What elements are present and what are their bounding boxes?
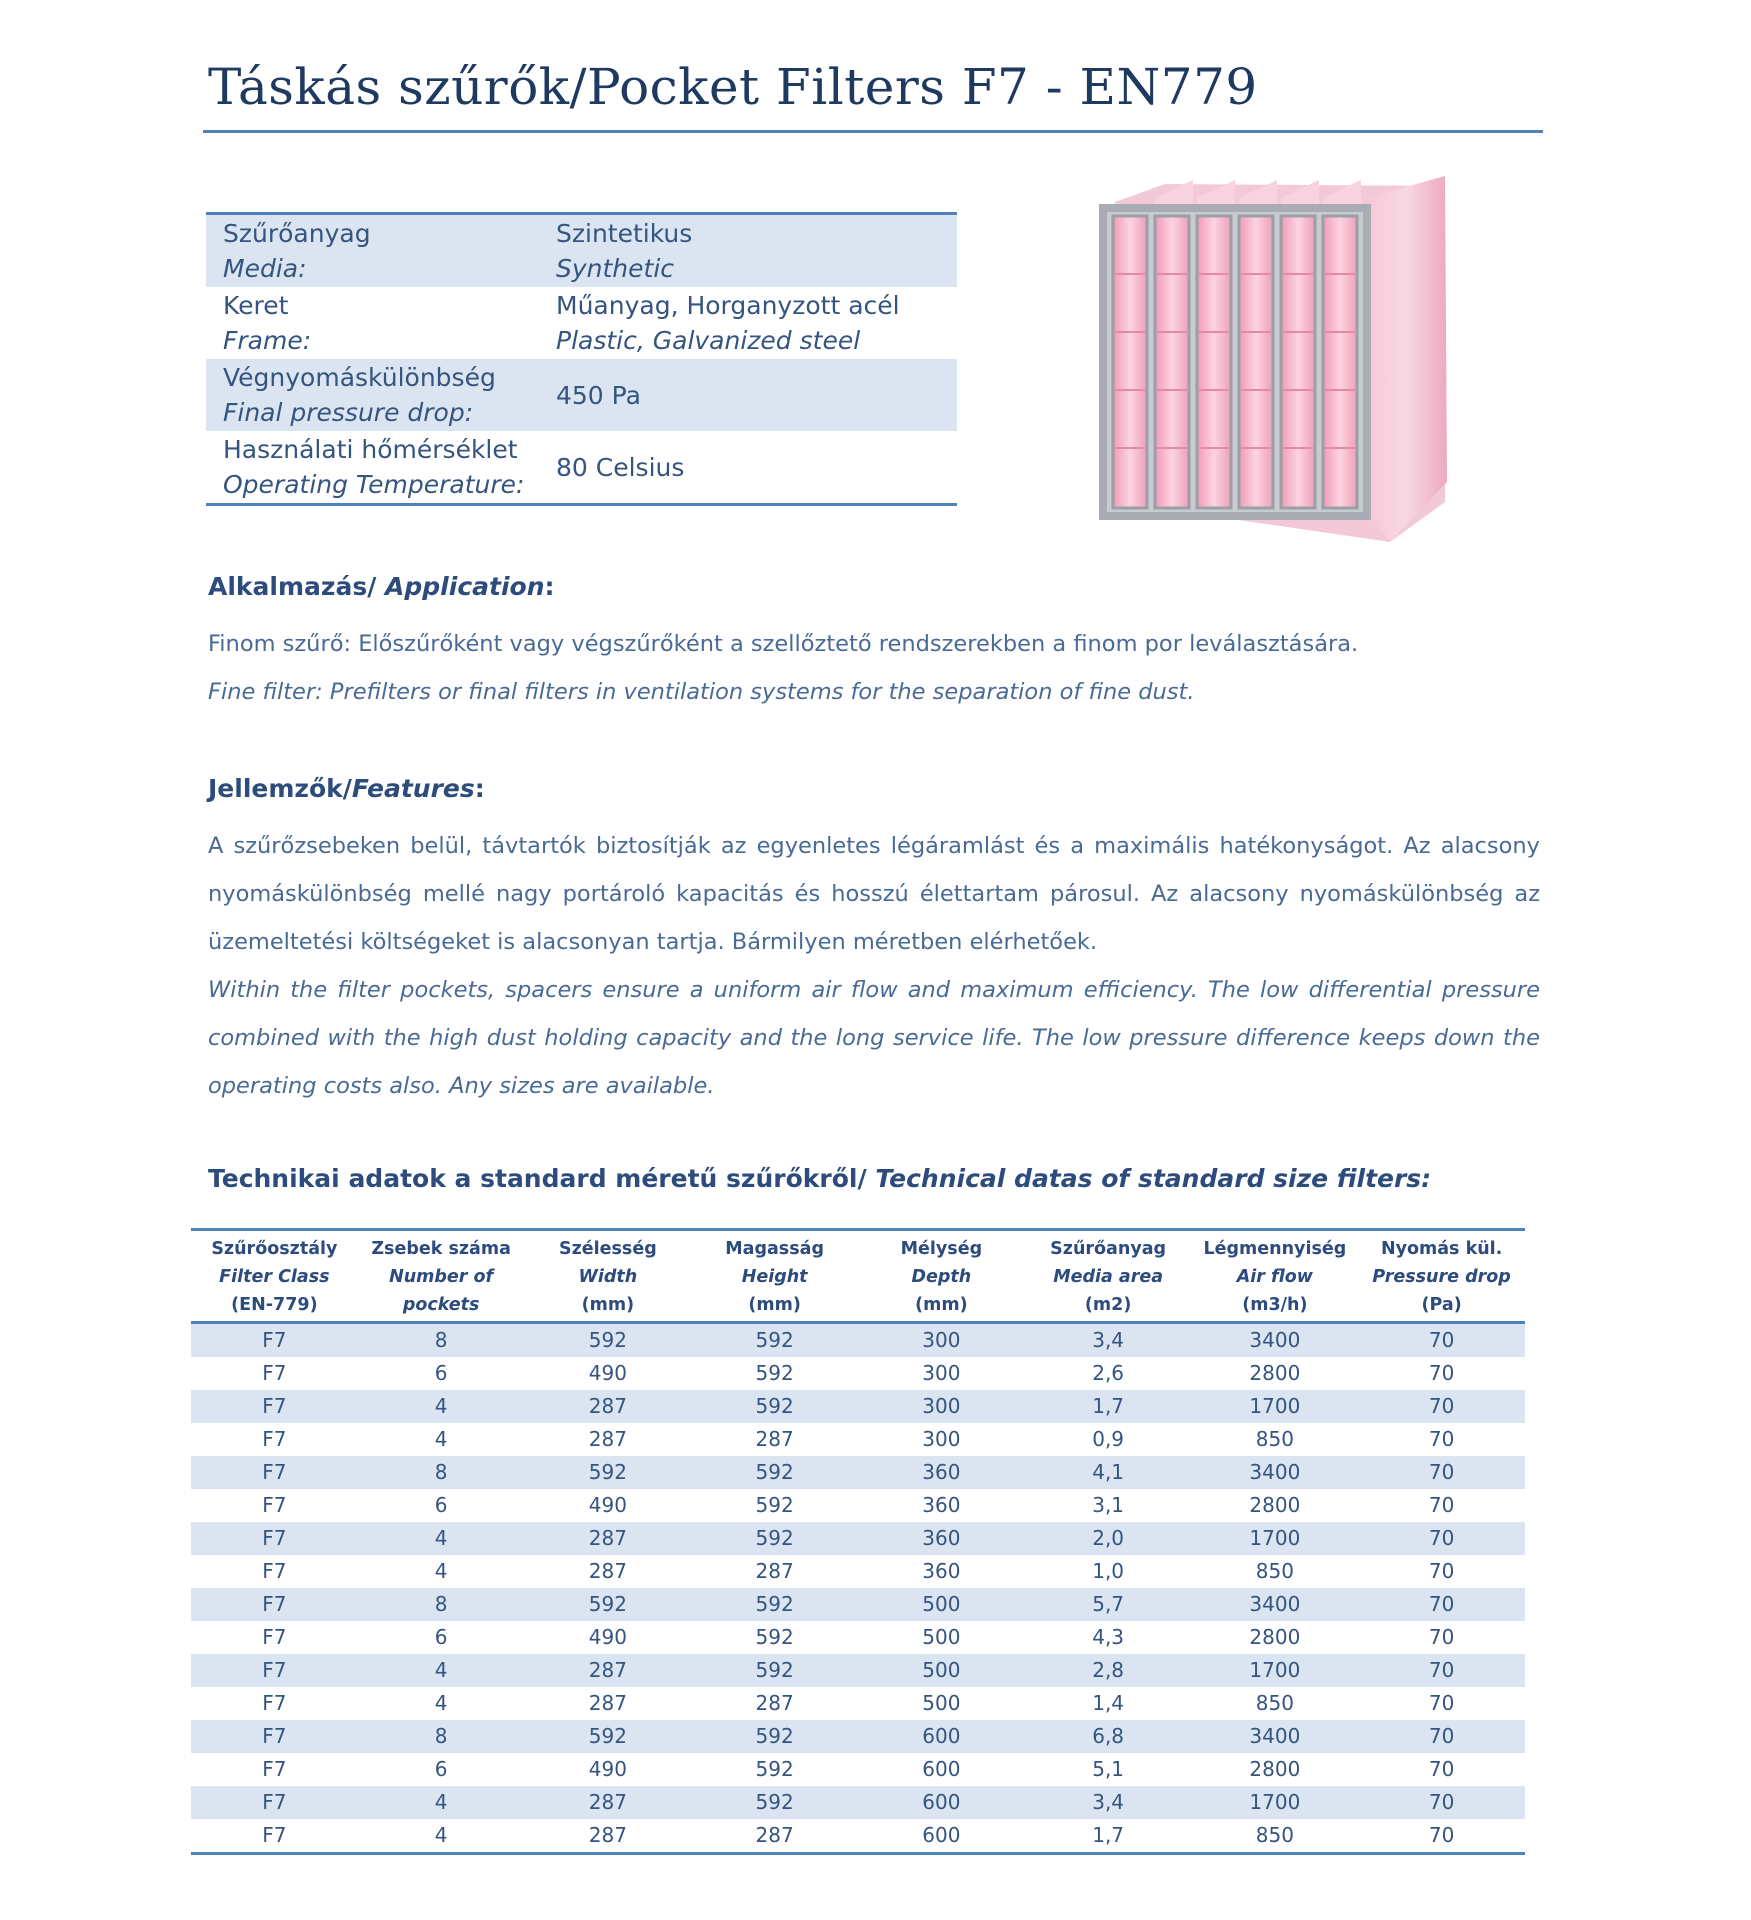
spec-label-hu: Szűrőanyag: [223, 219, 371, 248]
table-row: [191, 1423, 1525, 1456]
table-cell: 592: [525, 1323, 692, 1358]
table-cell: F7: [262, 1493, 287, 1517]
spec-label-en: Final pressure drop:: [223, 398, 474, 427]
spec-value-hu: Műanyag, Horganyzott acél: [556, 291, 900, 320]
table-row: [191, 1621, 1525, 1654]
table-cell: F7: [262, 1361, 287, 1385]
table-cell: 2800: [1249, 1493, 1301, 1517]
column-header-hu: Szűrőosztály: [211, 1239, 338, 1259]
filter-pocket: [1239, 216, 1273, 508]
table-cell: F7: [262, 1757, 287, 1781]
column-header: [1358, 1230, 1525, 1323]
table-cell: 8: [358, 1323, 525, 1358]
features-heading-en: Features: [351, 774, 475, 803]
table-cell: 70: [1358, 1654, 1525, 1687]
table-cell: 850: [1255, 1559, 1294, 1583]
table-cell: 287: [755, 1427, 794, 1451]
spec-label-en: Frame:: [223, 326, 312, 355]
table-cell: 70: [1358, 1390, 1525, 1423]
table-cell: 490: [588, 1493, 627, 1517]
table-row: [191, 1489, 1525, 1522]
table-cell: 287: [588, 1427, 627, 1451]
table-cell: 70: [1358, 1323, 1525, 1358]
table-cell: 70: [1358, 1786, 1525, 1819]
table-row: [191, 1390, 1525, 1423]
table-row: [191, 1522, 1525, 1555]
table-cell: F7: [191, 1522, 358, 1555]
table-cell: 490: [588, 1757, 627, 1781]
table-cell: 3400: [1192, 1456, 1359, 1489]
table-row: [191, 1753, 1525, 1786]
table-cell: 4: [358, 1522, 525, 1555]
spec-label-hu: Végnyomáskülönbség: [223, 363, 496, 392]
table-cell: 287: [525, 1654, 692, 1687]
column-header-hu: Nyomás kül.: [1380, 1239, 1503, 1259]
column-header-hu: Mélység: [900, 1239, 983, 1259]
spec-row: [206, 214, 957, 288]
table-cell: 70: [1428, 1691, 1455, 1715]
table-cell: 850: [1255, 1427, 1294, 1451]
spec-label-en: Operating Temperature:: [223, 470, 525, 499]
technical-heading-en: Technical datas of standard size filters:: [875, 1164, 1432, 1193]
table-cell: 500: [858, 1588, 1025, 1621]
table-cell: 3,4: [1025, 1786, 1192, 1819]
features-heading: [208, 774, 485, 803]
table-cell: 4: [434, 1427, 448, 1451]
table-cell: 70: [1358, 1720, 1525, 1753]
table-cell: 8: [358, 1720, 525, 1753]
column-header: [691, 1230, 858, 1323]
column-header: [1192, 1230, 1359, 1323]
table-cell: 360: [858, 1522, 1025, 1555]
table-cell: 2800: [1249, 1757, 1301, 1781]
column-header-hu: Zsebek száma: [371, 1239, 511, 1259]
table-row: [191, 1720, 1525, 1753]
table-cell: 300: [858, 1323, 1025, 1358]
table-cell: 300: [858, 1390, 1025, 1423]
table-cell: 360: [858, 1456, 1025, 1489]
table-cell: 4: [434, 1691, 448, 1715]
spec-row: [206, 431, 957, 505]
table-cell: 287: [588, 1691, 627, 1715]
table-row: [191, 1357, 1525, 1390]
filter-pocket: [1155, 216, 1189, 508]
spec-row: [206, 287, 957, 359]
table-cell: 6: [434, 1625, 448, 1649]
column-header-en: Height: [741, 1267, 808, 1287]
table-cell: 4: [358, 1786, 525, 1819]
column-header: [358, 1230, 525, 1323]
table-cell: 5,7: [1025, 1588, 1192, 1621]
table-cell: 490: [588, 1361, 627, 1385]
spec-label-hu: Keret: [223, 291, 289, 320]
spec-label: [206, 287, 539, 359]
table-cell: 600: [922, 1757, 961, 1781]
technical-table-header: [191, 1230, 1525, 1323]
features-heading-colon: :: [474, 774, 485, 803]
spec-value-en: Synthetic: [556, 254, 675, 283]
table-cell: 0,9: [1092, 1427, 1125, 1451]
filter-pocket: [1113, 216, 1147, 508]
table-row: [191, 1654, 1525, 1687]
table-cell: 592: [525, 1720, 692, 1753]
table-cell: F7: [262, 1427, 287, 1451]
column-header: [191, 1230, 358, 1323]
table-cell: 2,0: [1025, 1522, 1192, 1555]
table-cell: 592: [691, 1456, 858, 1489]
table-row: [191, 1588, 1525, 1621]
table-cell: 70: [1428, 1757, 1455, 1781]
table-cell: F7: [262, 1691, 287, 1715]
column-header-unit: pockets: [402, 1295, 480, 1315]
table-cell: F7: [191, 1390, 358, 1423]
table-cell: 592: [755, 1361, 794, 1385]
table-cell: 3,4: [1025, 1323, 1192, 1358]
features-text-hu: A szűrőzsebeken belül, távtartók biztosítják az egyenletes légáramlást és a maximális hatékonyságot. Az alacsony nyomáskülönbség mellé nagy portároló kapacitás és hosszú élettartam párosul. Az alacsony nyomáskülönbség az üzemeltetési költségeket is alacsonyan tartja. Bármilyen méretben elérhetőek.: [208, 833, 1540, 955]
table-row: [191, 1687, 1525, 1720]
table-cell: 850: [1192, 1819, 1359, 1854]
title-underline: [203, 130, 1543, 133]
column-header-unit: (Pa): [1421, 1295, 1462, 1315]
table-cell: F7: [262, 1559, 287, 1583]
column-header-unit: (m3/h): [1242, 1295, 1308, 1315]
table-row: [191, 1786, 1525, 1819]
table-cell: 5,1: [1092, 1757, 1125, 1781]
table-cell: 70: [1428, 1625, 1455, 1649]
table-cell: 850: [1255, 1691, 1294, 1715]
table-cell: 592: [691, 1323, 858, 1358]
spec-value: [539, 431, 957, 505]
table-cell: 70: [1428, 1559, 1455, 1583]
application-heading-en: Application: [385, 572, 545, 601]
table-cell: 500: [922, 1625, 961, 1649]
table-cell: 592: [755, 1493, 794, 1517]
table-cell: 592: [525, 1588, 692, 1621]
table-cell: 1700: [1192, 1390, 1359, 1423]
application-heading-hu: Alkalmazás/: [208, 572, 386, 601]
table-cell: 1,7: [1025, 1390, 1192, 1423]
column-header-hu: Magasság: [725, 1239, 824, 1259]
table-cell: F7: [191, 1654, 358, 1687]
features-text-en: Within the filter pockets, spacers ensure a uniform air flow and maximum efficiency. The low differential pressure combined with the high dust holding capacity and the long service life. The low pressure difference keeps down the operating costs also. Any sizes are available.: [208, 977, 1540, 1099]
spec-table: [206, 212, 957, 506]
column-header-en: Depth: [911, 1267, 972, 1287]
table-cell: 70: [1358, 1522, 1525, 1555]
table-row: [191, 1323, 1525, 1358]
table-cell: 1,4: [1092, 1691, 1125, 1715]
column-header: [1025, 1230, 1192, 1323]
column-header-en: Media area: [1053, 1267, 1164, 1287]
table-cell: 70: [1428, 1427, 1455, 1451]
table-cell: 6,8: [1025, 1720, 1192, 1753]
table-cell: 4,3: [1092, 1625, 1125, 1649]
table-cell: F7: [191, 1786, 358, 1819]
application-text-en: Fine filter: Prefilters or final filters in ventilation systems for the separation of fine dust.: [208, 679, 1195, 705]
filter-pocket: [1281, 216, 1315, 508]
table-cell: 592: [755, 1757, 794, 1781]
table-cell: 287: [525, 1522, 692, 1555]
spec-value: [539, 287, 957, 359]
table-cell: 2,8: [1025, 1654, 1192, 1687]
spec-label-en: Media:: [223, 254, 307, 283]
table-cell: F7: [191, 1720, 358, 1753]
table-cell: 500: [922, 1691, 961, 1715]
technical-heading: [208, 1164, 1431, 1193]
table-cell: 3,1: [1092, 1493, 1125, 1517]
column-header-en: Width: [578, 1267, 638, 1287]
column-header-en: Pressure drop: [1372, 1267, 1511, 1287]
table-cell: 500: [858, 1654, 1025, 1687]
table-cell: 300: [922, 1427, 961, 1451]
spec-value-text: 450 Pa: [556, 380, 641, 410]
table-cell: 70: [1428, 1361, 1455, 1385]
table-cell: 287: [755, 1559, 794, 1583]
spec-value: [539, 214, 957, 288]
table-cell: 3400: [1192, 1323, 1359, 1358]
column-header: [525, 1230, 692, 1323]
features-heading-hu: Jellemzők/: [208, 774, 352, 803]
table-cell: 6: [434, 1493, 448, 1517]
spec-table-body: [206, 214, 957, 505]
table-cell: F7: [191, 1819, 358, 1854]
table-cell: 6: [434, 1361, 448, 1385]
table-cell: 600: [858, 1786, 1025, 1819]
column-header-unit: (EN-779): [231, 1295, 318, 1315]
table-cell: 70: [1358, 1456, 1525, 1489]
table-row: [191, 1555, 1525, 1588]
table-cell: 1,7: [1025, 1819, 1192, 1854]
column-header-en: Air flow: [1236, 1267, 1313, 1287]
table-cell: F7: [191, 1588, 358, 1621]
table-cell: 360: [922, 1559, 961, 1583]
application-text-hu: Finom szűrő: Előszűrőként vagy végszűrőként a szellőztető rendszerekben a finom por leválasztására.: [208, 631, 1359, 657]
table-cell: 592: [691, 1522, 858, 1555]
spec-value-en: Plastic, Galvanized steel: [556, 326, 861, 355]
table-cell: 592: [755, 1625, 794, 1649]
spec-value: [539, 359, 957, 431]
table-cell: 287: [755, 1691, 794, 1715]
column-header-hu: Szélesség: [558, 1239, 657, 1259]
technical-heading-hu: Technikai adatok a standard méretű szűrőkről/: [208, 1164, 876, 1193]
column-header-en: Filter Class: [219, 1267, 330, 1287]
table-cell: 6: [434, 1757, 448, 1781]
table-cell: 287: [691, 1819, 858, 1854]
spec-label: [206, 359, 539, 431]
table-cell: 4: [358, 1819, 525, 1854]
table-cell: F7: [191, 1323, 358, 1358]
table-cell: 287: [525, 1786, 692, 1819]
column-header-hu: Szűrőanyag: [1050, 1239, 1167, 1259]
column-header-unit: (mm): [915, 1295, 968, 1315]
table-cell: 4: [358, 1390, 525, 1423]
table-cell: 8: [358, 1588, 525, 1621]
table-cell: 8: [358, 1456, 525, 1489]
table-cell: 4,1: [1025, 1456, 1192, 1489]
table-cell: 1700: [1192, 1786, 1359, 1819]
spec-row: [206, 359, 957, 431]
table-cell: 490: [588, 1625, 627, 1649]
table-cell: 3400: [1192, 1720, 1359, 1753]
table-cell: 1,0: [1092, 1559, 1125, 1583]
pocket-filter-image: [1095, 172, 1475, 552]
table-cell: 2800: [1249, 1361, 1301, 1385]
table-cell: 592: [691, 1786, 858, 1819]
table-cell: 70: [1358, 1588, 1525, 1621]
table-cell: 287: [525, 1819, 692, 1854]
table-cell: 592: [691, 1390, 858, 1423]
table-cell: 600: [858, 1819, 1025, 1854]
filter-pocket: [1323, 216, 1357, 508]
column-header: [858, 1230, 1025, 1323]
table-cell: 592: [691, 1588, 858, 1621]
application-heading-colon: :: [544, 572, 555, 601]
application-heading: [208, 572, 555, 601]
filter-pocket: [1197, 216, 1231, 508]
column-header-unit: (mm): [748, 1295, 801, 1315]
table-row: [191, 1819, 1525, 1854]
table-cell: 592: [525, 1456, 692, 1489]
page-title: Táskás szűrők/Pocket Filters F7 - EN779: [208, 58, 1258, 116]
table-cell: 1700: [1192, 1654, 1359, 1687]
table-cell: 592: [691, 1720, 858, 1753]
column-header-unit: (mm): [581, 1295, 635, 1315]
table-cell: 70: [1358, 1819, 1525, 1854]
spec-label: [206, 431, 539, 505]
spec-value-hu: Szintetikus: [556, 219, 693, 248]
table-cell: 4: [434, 1559, 448, 1583]
table-cell: 2,6: [1092, 1361, 1125, 1385]
spec-label: [206, 214, 539, 288]
table-cell: 592: [691, 1654, 858, 1687]
table-cell: F7: [262, 1625, 287, 1649]
table-cell: 300: [922, 1361, 961, 1385]
technical-data-table: [191, 1228, 1525, 1855]
table-cell: 3400: [1192, 1588, 1359, 1621]
table-cell: 1700: [1192, 1522, 1359, 1555]
column-header-unit: (m2): [1084, 1295, 1132, 1315]
table-cell: 4: [358, 1654, 525, 1687]
table-cell: 600: [858, 1720, 1025, 1753]
table-row: [191, 1456, 1525, 1489]
spec-label-hu: Használati hőmérséklet: [223, 435, 518, 464]
table-cell: 2800: [1249, 1625, 1301, 1649]
table-cell: 287: [525, 1390, 692, 1423]
column-header-en: Number of: [389, 1267, 494, 1287]
spec-value-text: 80 Celsius: [556, 452, 685, 482]
column-header-hu: Légmennyiség: [1203, 1239, 1347, 1259]
technical-table-body: [191, 1323, 1525, 1854]
table-cell: 287: [588, 1559, 627, 1583]
table-cell: 360: [922, 1493, 961, 1517]
table-cell: 70: [1428, 1493, 1455, 1517]
table-cell: F7: [191, 1456, 358, 1489]
